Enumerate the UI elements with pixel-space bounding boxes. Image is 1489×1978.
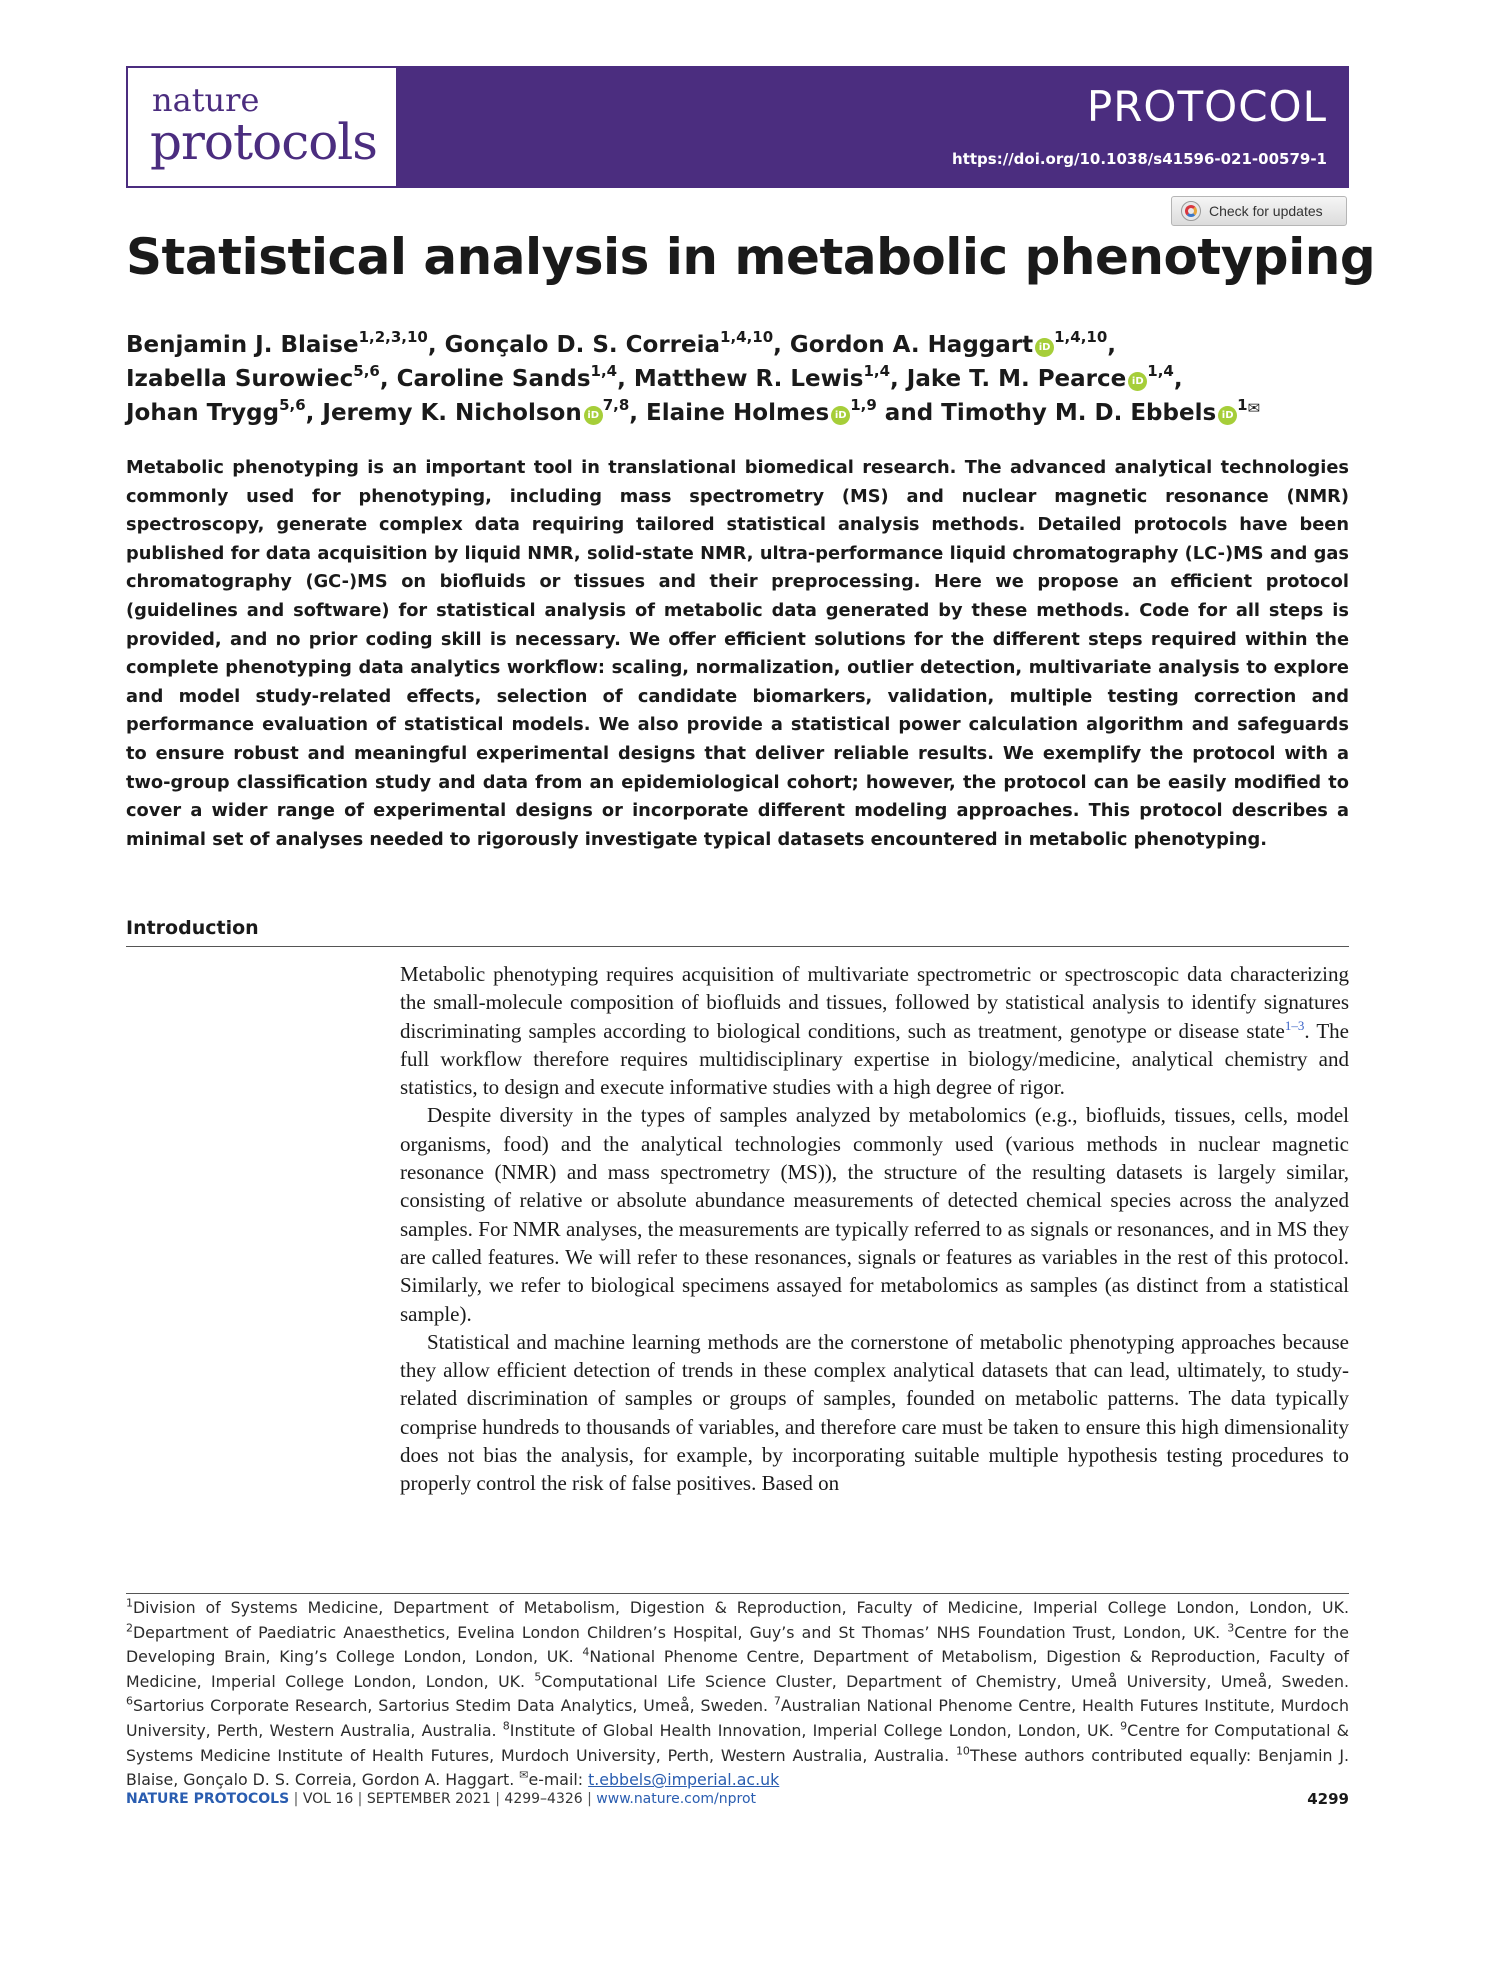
- affiliation-text: Centre for Computational & Systems Medicine Institute of Health Futures, Murdoch University, Perth, Western Australia, Australia.: [126, 1720, 1350, 1765]
- author-name[interactable]: Elaine Holmes: [646, 400, 830, 426]
- author-affiliation-marker: 1,4,10: [1054, 328, 1108, 347]
- affiliation-text: Department of Paediatric Anaesthetics, Evelina London Children’s Hospital, Guy’s and St Thomas’ NHS Foundation Trust, London, UK.: [133, 1622, 1228, 1642]
- author-separator: ,: [379, 366, 397, 392]
- author-name[interactable]: Jeremy K. Nicholson: [322, 400, 582, 426]
- author-affiliation-marker: 1,4: [1147, 362, 1174, 381]
- footer-separator: |: [582, 1791, 597, 1807]
- author-separator: ,: [427, 332, 445, 358]
- author-name[interactable]: Johan Trygg: [126, 400, 280, 426]
- author-affiliation-marker: 1: [1237, 396, 1248, 415]
- orcid-icon[interactable]: iD: [1128, 372, 1147, 391]
- affiliation-text: These authors contributed equally: Benjamin J. Blaise, Gonçalo D. S. Correia, Gordon A. Haggart.: [126, 1745, 1349, 1790]
- affiliation-number: 8: [502, 1719, 510, 1733]
- author-affiliation-marker: 1,4: [863, 362, 891, 381]
- affiliation-text: Sartorius Corporate Research, Sartorius Stedim Data Analytics, Umeå, Sweden.: [133, 1696, 774, 1716]
- page-footer: [126, 1788, 1349, 1810]
- affiliation-number: 3: [1227, 1621, 1235, 1635]
- affiliation-number: 6: [126, 1695, 133, 1709]
- author-affiliation-marker: 5,6: [353, 362, 380, 381]
- affiliation-text: Computational Life Science Cluster, Department of Chemistry, Umeå University, Umeå, Sweden.: [541, 1671, 1349, 1691]
- footer-volume: VOL 16: [302, 1791, 354, 1807]
- author-name[interactable]: Gonçalo D. S. Correia: [444, 332, 721, 358]
- author-name[interactable]: Matthew R. Lewis: [633, 366, 864, 392]
- journal-header: [126, 66, 1349, 188]
- author-name[interactable]: Benjamin J. Blaise: [126, 332, 359, 358]
- affiliation-number: 2: [126, 1621, 133, 1635]
- email-link[interactable]: t.ebbels@imperial.ac.uk: [588, 1770, 780, 1790]
- affiliation-text: Centre for the Developing Brain, King’s College London, London, UK.: [126, 1622, 1349, 1667]
- affiliation-number: 4: [582, 1645, 590, 1659]
- author-affiliation-marker: 1,4: [590, 362, 618, 381]
- doi-link[interactable]: https://doi.org/10.1038/s41596-021-00579-1: [952, 150, 1327, 168]
- affiliation-number: 10: [955, 1744, 970, 1758]
- author-separator: ,: [890, 366, 907, 392]
- orcid-icon[interactable]: iD: [1035, 338, 1054, 357]
- author-separator: ,: [1107, 332, 1117, 358]
- author-separator: ,: [1173, 366, 1183, 392]
- author-name[interactable]: Timothy M. D. Ebbels: [941, 400, 1217, 426]
- affiliation-text: Australian National Phenome Centre, Health Futures Institute, Murdoch University, Perth, Western Australia, Australia.: [126, 1696, 1349, 1740]
- section-heading-introduction: Introduction: [126, 916, 1349, 947]
- affiliation-text: Division of Systems Medicine, Department of Metabolism, Digestion & Reproduction, Faculty of Medicine, Imperial College London, London, UK.: [133, 1598, 1349, 1617]
- author-affiliation-marker: 1,9: [850, 396, 877, 415]
- affiliations-divider: [126, 1593, 1349, 1594]
- affiliation-text: National Phenome Centre, Department of Metabolism, Digestion & Reproduction, Faculty of Medicine, Imperial College London, London, UK.: [126, 1647, 1349, 1691]
- affiliation-number: 1: [126, 1596, 133, 1610]
- corresponding-author-envelope-icon[interactable]: ✉: [1247, 399, 1261, 417]
- orcid-icon[interactable]: iD: [831, 406, 850, 425]
- author-list: [126, 328, 1356, 430]
- footer-journal: NATURE PROTOCOLS: [126, 1791, 290, 1807]
- footer-pages: 4299–4326: [504, 1791, 583, 1807]
- orcid-icon[interactable]: iD: [584, 406, 603, 425]
- article-title: Statistical analysis in metabolic phenotyping: [126, 228, 1376, 286]
- affiliation-number: 5: [534, 1670, 542, 1684]
- abstract: Metabolic phenotyping is an important tool in translational biomedical research. The advanced analytical technologies commonly used for phenotyping, including mass spectrometry (MS) and nuclear magnetic resonance (NMR) spectroscopy, generate complex data requiring tailored statistical analysis methods. Detailed protocols have been published for data acquisition by liquid NMR, solid-state NMR, ultra-performance liquid chromatography (LC-)MS and gas chromatography (GC-)MS on biofluids or tissues and their preprocessing. Here we propose an efficient protocol (guidelines and software) for statistical analysis of metabolic data generated by these methods. Code for all steps is provided, and no prior coding skill is necessary. We offer efficient solutions for the different steps required within the complete phenotyping data analytics workflow: scaling, normalization, outlier detection, multivariate analysis to explore and model study-related effects, selection of candidate biomarkers, validation, multiple testing correction and performance evaluation of statistical models. We also provide a statistical power calculation algorithm and safeguards to ensure robust and meaningful experimental designs that deliver reliable results. We exemplify the protocol with a two-group classification study and data from an epidemiological cohort; however, the protocol can be easily modified to cover a wider range of experimental designs or incorporate different modeling approaches. This protocol describes a minimal set of analyses needed to rigorously investigate typical datasets encountered in metabolic phenotyping.: [126, 457, 1349, 850]
- author-affiliation-marker: 1,4,10: [720, 328, 774, 347]
- author-affiliation-marker: 5,6: [279, 396, 306, 415]
- affiliations: [126, 1596, 1349, 1793]
- envelope-icon: ✉: [519, 1768, 529, 1782]
- paragraph-1-text-cont: . The full workflow therefore requires multidisciplinary expertise in biology/medicine, analytical chemistry and statistics, to design and execute informative studies with a high degree of rigor.: [400, 1018, 1349, 1100]
- affiliation-number: 9: [1120, 1719, 1128, 1733]
- check-for-updates-label: Check for updates: [1209, 203, 1323, 219]
- logo-word-protocols: protocols: [150, 113, 377, 171]
- author-separator: and: [876, 400, 942, 426]
- author-name[interactable]: Gordon A. Haggart: [789, 332, 1034, 358]
- affiliation-text: Institute of Global Health Innovation, Imperial College London, London, UK.: [509, 1720, 1121, 1740]
- paragraph-3: Statistical and machine learning methods are the cornerstone of metabolic phenotyping approaches because they allow efficient detection of trends in these complex analytical datasets that can lead, ultimately, to study-related discrimination of samples or groups of samples, founded on metabolic patterns. The data typically comprise hundreds to thousands of variables, and therefore care must be taken to ensure this high dimensionality does not bias the analysis, for example, by incorporating suitable multiple hypothesis testing procedures to properly control the risk of false positives. Based on: [400, 1329, 1349, 1496]
- footer-journal-url[interactable]: www.nature.com/nprot: [596, 1791, 757, 1807]
- journal-logo[interactable]: [128, 68, 396, 186]
- author-separator: ,: [617, 366, 634, 392]
- body-text: [400, 960, 1349, 1498]
- logo-word-nature: nature: [152, 81, 260, 119]
- author-separator: ,: [629, 400, 647, 426]
- reference-link[interactable]: 1–3: [1284, 1017, 1305, 1033]
- check-for-updates-button[interactable]: [1171, 196, 1347, 226]
- footer-separator: |: [490, 1791, 505, 1807]
- paragraph-2: Despite diversity in the types of samples analyzed by metabolomics (e.g., biofluids, tissues, cells, model organisms, food) and the analytical technologies commonly used (various methods in nuclear magnetic resonance (NMR) and mass spectrometry (MS)), the structure of the resulting datasets is largely similar, consisting of relative or absolute abundance measurements of detected chemical species across the analyzed samples. For NMR analyses, the measurements are typically referred to as signals or resonances, and in MS they are called features. We will refer to these resonances, signals or features as variables in the rest of this protocol. Similarly, we refer to biological specimens assayed for metabolomics as samples (as distinct from a statistical sample).: [400, 1103, 1349, 1326]
- page-number: 4299: [1307, 1790, 1349, 1808]
- paragraph-1: [400, 960, 1349, 1101]
- article-type-label: PROTOCOL: [1086, 82, 1327, 131]
- author-name[interactable]: Izabella Surowiec: [126, 366, 354, 392]
- orcid-icon[interactable]: iD: [1218, 406, 1237, 425]
- footer-separator: |: [353, 1791, 367, 1807]
- author-separator: ,: [305, 400, 323, 426]
- email-label: e-mail:: [528, 1770, 589, 1790]
- footer-date: SEPTEMBER 2021: [366, 1791, 491, 1807]
- footer-separator: |: [289, 1791, 303, 1807]
- author-affiliation-marker: 1,2,3,10: [358, 328, 428, 347]
- author-affiliation-marker: 7,8: [602, 396, 630, 415]
- affiliation-number: 7: [773, 1695, 781, 1709]
- author-name[interactable]: Jake T. M. Pearce: [906, 366, 1127, 392]
- author-name[interactable]: Caroline Sands: [396, 366, 591, 392]
- author-separator: ,: [773, 332, 790, 358]
- paragraph-1-text: Metabolic phenotyping requires acquisition of multivariate spectrometric or spectroscopic data characterizing the small-molecule composition of biofluids and tissues, followed by statistical analysis to identify signatures discriminating samples according to biological conditions, such as treatment, genotype or disease state: [400, 962, 1349, 1043]
- crossmark-icon: [1181, 201, 1201, 221]
